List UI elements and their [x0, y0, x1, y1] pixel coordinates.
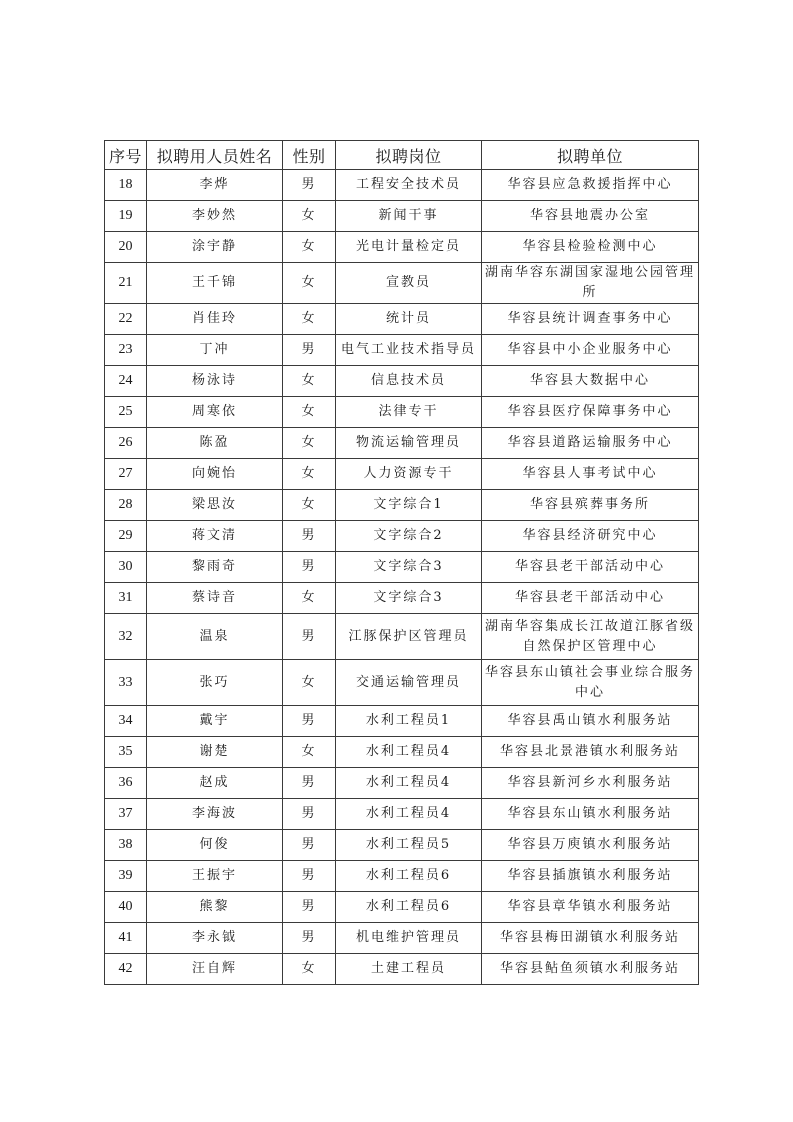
- cell-gender: 女: [283, 232, 336, 263]
- cell-position: 水利工程员4: [336, 768, 482, 799]
- cell-gender: 男: [283, 170, 336, 201]
- cell-name: 梁思汝: [147, 490, 283, 521]
- cell-gender: 男: [283, 892, 336, 923]
- cell-gender: 男: [283, 614, 336, 660]
- table-row: [105, 490, 699, 521]
- cell-unit: 华容县东山镇社会事业综合服务中心: [482, 660, 699, 706]
- cell-name: 温泉: [147, 614, 283, 660]
- cell-unit: 华容县道路运输服务中心: [482, 428, 699, 459]
- cell-unit: 华容县新河乡水利服务站: [482, 768, 699, 799]
- cell-name: 李海波: [147, 799, 283, 830]
- cell-index: 31: [105, 583, 147, 614]
- cell-gender: 男: [283, 552, 336, 583]
- cell-unit: 华容县禹山镇水利服务站: [482, 706, 699, 737]
- cell-name: 谢楚: [147, 737, 283, 768]
- cell-gender: 男: [283, 861, 336, 892]
- cell-position: 光电计量检定员: [336, 232, 482, 263]
- table-row: [105, 521, 699, 552]
- cell-name: 肖佳玲: [147, 304, 283, 335]
- cell-unit: 华容县老干部活动中心: [482, 552, 699, 583]
- cell-name: 黎雨奇: [147, 552, 283, 583]
- cell-index: 37: [105, 799, 147, 830]
- cell-unit: 华容县东山镇水利服务站: [482, 799, 699, 830]
- cell-gender: 男: [283, 830, 336, 861]
- cell-unit: 华容县万庾镇水利服务站: [482, 830, 699, 861]
- cell-position: 信息技术员: [336, 366, 482, 397]
- table-body: [105, 170, 699, 985]
- cell-index: 21: [105, 263, 147, 304]
- cell-position: 统计员: [336, 304, 482, 335]
- cell-index: 40: [105, 892, 147, 923]
- table-row: [105, 892, 699, 923]
- cell-index: 26: [105, 428, 147, 459]
- cell-index: 19: [105, 201, 147, 232]
- cell-name: 杨泳诗: [147, 366, 283, 397]
- cell-gender: 男: [283, 768, 336, 799]
- cell-index: 42: [105, 954, 147, 985]
- cell-name: 周寒依: [147, 397, 283, 428]
- cell-name: 向婉怡: [147, 459, 283, 490]
- cell-position: 机电维护管理员: [336, 923, 482, 954]
- cell-index: 18: [105, 170, 147, 201]
- cell-name: 蒋文清: [147, 521, 283, 552]
- cell-gender: 女: [283, 366, 336, 397]
- cell-index: 25: [105, 397, 147, 428]
- table-row: [105, 614, 699, 660]
- table-row: [105, 706, 699, 737]
- cell-index: 35: [105, 737, 147, 768]
- cell-index: 22: [105, 304, 147, 335]
- cell-unit: 华容县鲇鱼须镇水利服务站: [482, 954, 699, 985]
- cell-index: 28: [105, 490, 147, 521]
- table-row: [105, 583, 699, 614]
- table-row: [105, 830, 699, 861]
- cell-index: 34: [105, 706, 147, 737]
- cell-gender: 女: [283, 201, 336, 232]
- cell-position: 水利工程员6: [336, 861, 482, 892]
- cell-position: 物流运输管理员: [336, 428, 482, 459]
- cell-unit: 华容县统计调查事务中心: [482, 304, 699, 335]
- cell-unit: 湖南华容集成长江故道江豚省级自然保护区管理中心: [482, 614, 699, 660]
- cell-name: 陈盈: [147, 428, 283, 459]
- table-row: [105, 923, 699, 954]
- table-row: [105, 335, 699, 366]
- cell-index: 33: [105, 660, 147, 706]
- cell-index: 24: [105, 366, 147, 397]
- cell-index: 36: [105, 768, 147, 799]
- table-header-row: [105, 141, 699, 170]
- cell-gender: 女: [283, 490, 336, 521]
- header-gender: 性别: [283, 141, 336, 170]
- cell-unit: 华容县检验检测中心: [482, 232, 699, 263]
- cell-unit: 华容县老干部活动中心: [482, 583, 699, 614]
- cell-position: 交通运输管理员: [336, 660, 482, 706]
- cell-name: 王振宇: [147, 861, 283, 892]
- cell-gender: 男: [283, 923, 336, 954]
- cell-name: 王千锦: [147, 263, 283, 304]
- cell-index: 39: [105, 861, 147, 892]
- cell-name: 李永钺: [147, 923, 283, 954]
- cell-unit: 华容县章华镇水利服务站: [482, 892, 699, 923]
- cell-gender: 女: [283, 304, 336, 335]
- header-index: 序号: [105, 141, 147, 170]
- hiring-roster-table: [104, 140, 699, 985]
- cell-name: 蔡诗音: [147, 583, 283, 614]
- table-row: [105, 263, 699, 304]
- cell-unit: 华容县梅田湖镇水利服务站: [482, 923, 699, 954]
- table-row: [105, 304, 699, 335]
- table-row: [105, 954, 699, 985]
- cell-gender: 女: [283, 660, 336, 706]
- cell-unit: 华容县大数据中心: [482, 366, 699, 397]
- cell-position: 法律专干: [336, 397, 482, 428]
- cell-gender: 男: [283, 799, 336, 830]
- cell-index: 38: [105, 830, 147, 861]
- cell-unit: 华容县中小企业服务中心: [482, 335, 699, 366]
- cell-unit: 湖南华容东湖国家湿地公园管理所: [482, 263, 699, 304]
- cell-gender: 男: [283, 706, 336, 737]
- cell-name: 戴宇: [147, 706, 283, 737]
- cell-position: 宣教员: [336, 263, 482, 304]
- table-row: [105, 201, 699, 232]
- cell-name: 张巧: [147, 660, 283, 706]
- cell-gender: 女: [283, 263, 336, 304]
- cell-index: 27: [105, 459, 147, 490]
- cell-position: 文字综合1: [336, 490, 482, 521]
- cell-position: 水利工程员5: [336, 830, 482, 861]
- cell-position: 电气工业技术指导员: [336, 335, 482, 366]
- cell-name: 汪自辉: [147, 954, 283, 985]
- cell-position: 文字综合3: [336, 583, 482, 614]
- cell-position: 文字综合3: [336, 552, 482, 583]
- cell-unit: 华容县地震办公室: [482, 201, 699, 232]
- cell-index: 29: [105, 521, 147, 552]
- cell-unit: 华容县医疗保障事务中心: [482, 397, 699, 428]
- header-unit: 拟聘单位: [482, 141, 699, 170]
- cell-name: 李妙然: [147, 201, 283, 232]
- cell-position: 工程安全技术员: [336, 170, 482, 201]
- cell-index: 41: [105, 923, 147, 954]
- table-row: [105, 232, 699, 263]
- cell-gender: 男: [283, 521, 336, 552]
- cell-index: 20: [105, 232, 147, 263]
- cell-position: 水利工程员4: [336, 737, 482, 768]
- table-row: [105, 428, 699, 459]
- cell-position: 水利工程员4: [336, 799, 482, 830]
- cell-gender: 女: [283, 397, 336, 428]
- cell-name: 熊黎: [147, 892, 283, 923]
- cell-unit: 华容县经济研究中心: [482, 521, 699, 552]
- table-row: [105, 552, 699, 583]
- cell-gender: 男: [283, 335, 336, 366]
- cell-position: 土建工程员: [336, 954, 482, 985]
- cell-index: 32: [105, 614, 147, 660]
- cell-unit: 华容县插旗镇水利服务站: [482, 861, 699, 892]
- header-position: 拟聘岗位: [336, 141, 482, 170]
- cell-unit: 华容县应急救援指挥中心: [482, 170, 699, 201]
- cell-position: 文字综合2: [336, 521, 482, 552]
- cell-name: 赵成: [147, 768, 283, 799]
- cell-unit: 华容县北景港镇水利服务站: [482, 737, 699, 768]
- cell-index: 30: [105, 552, 147, 583]
- cell-gender: 女: [283, 459, 336, 490]
- cell-index: 23: [105, 335, 147, 366]
- table-row: [105, 737, 699, 768]
- cell-unit: 华容县人事考试中心: [482, 459, 699, 490]
- table-row: [105, 799, 699, 830]
- cell-name: 涂宇静: [147, 232, 283, 263]
- table-row: [105, 397, 699, 428]
- cell-name: 何俊: [147, 830, 283, 861]
- cell-unit: 华容县殡葬事务所: [482, 490, 699, 521]
- table-row: [105, 768, 699, 799]
- table-row: [105, 366, 699, 397]
- cell-name: 丁冲: [147, 335, 283, 366]
- cell-gender: 女: [283, 737, 336, 768]
- cell-position: 新闻干事: [336, 201, 482, 232]
- table-row: [105, 459, 699, 490]
- cell-gender: 女: [283, 954, 336, 985]
- cell-position: 水利工程员6: [336, 892, 482, 923]
- cell-name: 李烨: [147, 170, 283, 201]
- cell-position: 水利工程员1: [336, 706, 482, 737]
- cell-position: 江豚保护区管理员: [336, 614, 482, 660]
- table-row: [105, 170, 699, 201]
- table-row: [105, 660, 699, 706]
- cell-position: 人力资源专干: [336, 459, 482, 490]
- cell-gender: 女: [283, 428, 336, 459]
- table-row: [105, 861, 699, 892]
- header-name: 拟聘用人员姓名: [147, 141, 283, 170]
- cell-gender: 女: [283, 583, 336, 614]
